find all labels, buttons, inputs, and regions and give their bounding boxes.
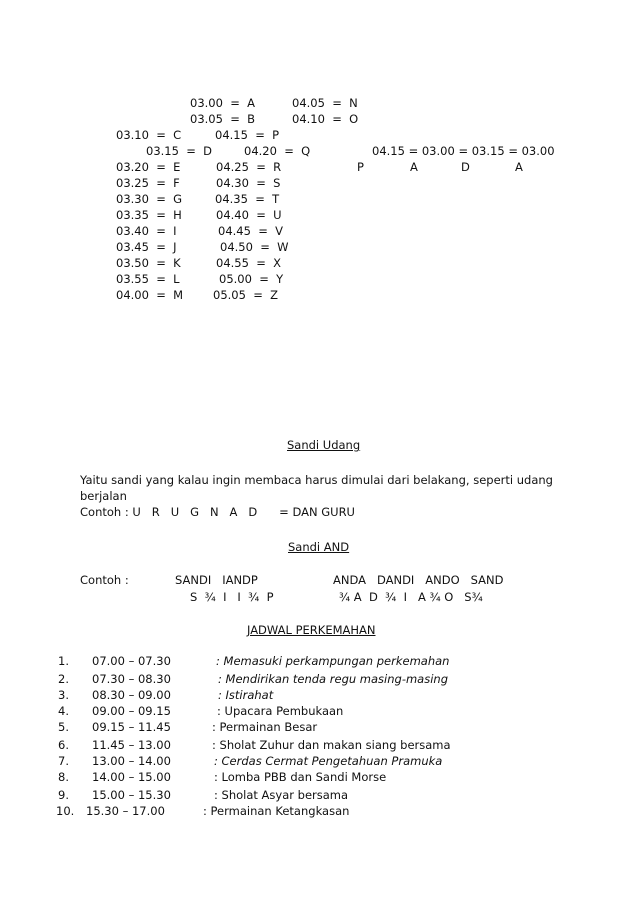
code-row-b: 04.20 = Q xyxy=(244,144,311,158)
code-row-b: 04.35 = T xyxy=(215,192,280,206)
code-row-a: 03.45 = J xyxy=(116,240,177,254)
code-row-a: 03.35 = H xyxy=(116,208,182,222)
row-number: 1. xyxy=(58,654,69,668)
code-row-b: 05.05 = Z xyxy=(213,288,279,302)
code-row-a: 03.00 = A xyxy=(190,96,256,110)
row-activity: : Cerdas Cermat Pengetahuan Pramuka xyxy=(214,754,443,768)
code-row-a: 03.55 = L xyxy=(116,272,180,286)
code-row-b: 04.50 = W xyxy=(220,240,289,254)
row-activity: : Lomba PBB dan Sandi Morse xyxy=(214,770,387,784)
row-number: 5. xyxy=(58,720,69,734)
example: Contoh : U R U G N A D = DAN GURU xyxy=(80,505,355,519)
example-cipher: ¾ A D ¾ I A ¾ O S¾ xyxy=(339,590,483,604)
code-row-a: 04.00 = M xyxy=(116,288,184,302)
row-time: 14.00 – 15.00 xyxy=(92,770,171,784)
code-example-letter: D xyxy=(461,160,470,174)
row-time: 13.00 – 14.00 xyxy=(92,754,171,768)
row-activity: : Memasuki perkampungan perkemahan xyxy=(216,654,450,668)
code-row-b: 04.05 = N xyxy=(292,96,358,110)
code-row-b: 04.25 = R xyxy=(216,160,282,174)
code-example-equation: 04.15 = 03.00 = 03.15 = 03.00 xyxy=(372,144,555,158)
code-row-a: 03.25 = F xyxy=(116,176,180,190)
row-time: 08.30 – 09.00 xyxy=(92,688,171,702)
code-row-a: 03.15 = D xyxy=(146,144,213,158)
code-row-b: 04.55 = X xyxy=(216,256,282,270)
code-row-a: 03.30 = G xyxy=(116,192,183,206)
example-plain: ANDA DANDI ANDO SAND xyxy=(333,573,504,587)
row-time: 09.00 – 09.15 xyxy=(92,704,171,718)
example-plain: SANDI IANDP xyxy=(175,573,258,587)
code-example-letter: P xyxy=(357,160,364,174)
code-example-letter: A xyxy=(515,160,523,174)
description: Yaitu sandi yang kalau ingin membaca harus dimulai dari belakang, seperti udang xyxy=(80,473,553,487)
row-activity: : Sholat Zuhur dan makan siang bersama xyxy=(212,738,451,752)
row-time: 07.00 – 07.30 xyxy=(92,654,171,668)
code-row-b: 04.40 = U xyxy=(216,208,282,222)
example-cipher: S ¾ I I ¾ P xyxy=(190,590,274,604)
row-activity: : Sholat Asyar bersama xyxy=(214,788,349,802)
code-row-a: 03.20 = E xyxy=(116,160,181,174)
row-number: 6. xyxy=(58,738,69,752)
row-activity: : Permainan Ketangkasan xyxy=(203,804,350,818)
row-number: 9. xyxy=(58,788,69,802)
code-row-a: 03.10 = C xyxy=(116,128,182,142)
row-number: 10. xyxy=(56,804,75,818)
section-title: JADWAL PERKEMAHAN xyxy=(247,623,376,637)
row-time: 11.45 – 13.00 xyxy=(92,738,171,752)
code-row-a: 03.05 = B xyxy=(190,112,256,126)
section-title: Sandi Udang xyxy=(287,438,361,452)
row-time: 09.15 – 11.45 xyxy=(92,720,171,734)
row-time: 07.30 – 08.30 xyxy=(92,672,171,686)
row-time: 15.00 – 15.30 xyxy=(92,788,171,802)
row-number: 3. xyxy=(58,688,69,702)
code-row-b: 04.15 = P xyxy=(215,128,280,142)
code-row-b: 04.10 = O xyxy=(292,112,359,126)
example-label: Contoh : xyxy=(80,573,129,587)
section-title: Sandi AND xyxy=(288,540,350,554)
row-number: 2. xyxy=(58,672,69,686)
code-row-b: 04.45 = V xyxy=(218,224,284,238)
row-activity: : Upacara Pembukaan xyxy=(217,704,344,718)
description: berjalan xyxy=(80,489,127,503)
code-row-a: 03.50 = K xyxy=(116,256,181,270)
row-number: 4. xyxy=(58,704,69,718)
code-row-b: 04.30 = S xyxy=(216,176,281,190)
row-activity: : Mendirikan tenda regu masing-masing xyxy=(218,672,449,686)
row-activity: : Istirahat xyxy=(218,688,274,702)
code-row-a: 03.40 = I xyxy=(116,224,177,238)
row-time: 15.30 – 17.00 xyxy=(86,804,165,818)
row-number: 8. xyxy=(58,770,69,784)
row-activity: : Permainan Besar xyxy=(212,720,318,734)
row-number: 7. xyxy=(58,754,69,768)
code-example-letter: A xyxy=(410,160,418,174)
code-row-b: 05.00 = Y xyxy=(219,272,284,286)
